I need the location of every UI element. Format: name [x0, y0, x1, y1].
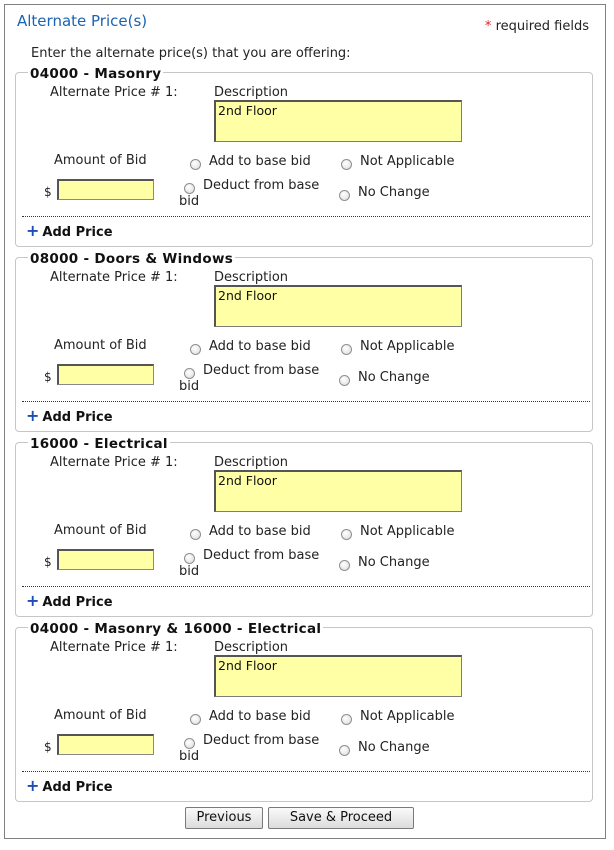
plus-icon: +	[26, 776, 40, 795]
not-applicable-radio[interactable]	[341, 714, 352, 725]
no-change-radio[interactable]	[339, 190, 350, 201]
not-applicable-label: Not Applicable	[360, 339, 455, 354]
section-title: 04000 - Masonry	[30, 66, 162, 82]
dollar-sign: $	[44, 185, 52, 199]
divider	[22, 586, 590, 587]
add-to-base-label: Add to base bid	[209, 154, 311, 169]
description-label: Description	[214, 455, 289, 470]
section-title: 16000 - Electrical	[30, 436, 168, 452]
deduct-from-base-label-cont: bid	[179, 379, 200, 394]
section-electrical	[15, 436, 593, 617]
plus-icon: +	[26, 591, 40, 610]
deduct-from-base-label-cont: bid	[179, 194, 200, 209]
add-to-base-radio[interactable]	[190, 159, 201, 170]
deduct-from-base-label-cont: bid	[179, 564, 200, 579]
deduct-from-base-radio[interactable]	[184, 183, 195, 194]
deduct-from-base-label: Deduct from base	[203, 733, 320, 748]
section-title: 04000 - Masonry & 16000 - Electrical	[30, 621, 322, 637]
amount-input[interactable]	[57, 364, 154, 385]
section-doors-windows	[15, 251, 593, 432]
divider	[22, 401, 590, 402]
amount-input[interactable]	[57, 734, 154, 755]
not-applicable-radio[interactable]	[341, 159, 352, 170]
add-price-label: Add Price	[42, 410, 113, 425]
add-price-button[interactable]	[26, 221, 113, 240]
no-change-radio[interactable]	[339, 375, 350, 386]
add-to-base-label: Add to base bid	[209, 709, 311, 724]
add-price-label: Add Price	[42, 595, 113, 610]
not-applicable-label: Not Applicable	[360, 709, 455, 724]
not-applicable-radio[interactable]	[341, 529, 352, 540]
add-price-button[interactable]	[26, 591, 113, 610]
deduct-from-base-label: Deduct from base	[203, 178, 320, 193]
not-applicable-label: Not Applicable	[360, 154, 455, 169]
description-label: Description	[214, 270, 289, 285]
dollar-sign: $	[44, 740, 52, 754]
description-field[interactable]: 2nd Floor	[214, 100, 462, 142]
alternate-price-panel	[4, 4, 606, 839]
no-change-label: No Change	[358, 185, 430, 200]
instruction-text: Enter the alternate price(s) that you are offering:	[31, 46, 351, 61]
add-price-button[interactable]	[26, 776, 113, 795]
divider	[22, 216, 590, 217]
alternate-price-label: Alternate Price # 1:	[50, 270, 178, 285]
no-change-radio[interactable]	[339, 560, 350, 571]
required-fields-note	[485, 19, 589, 34]
not-applicable-label: Not Applicable	[360, 524, 455, 539]
section-masonry	[15, 66, 593, 247]
alternate-price-label: Alternate Price # 1:	[50, 85, 178, 100]
deduct-from-base-radio[interactable]	[184, 553, 195, 564]
dollar-sign: $	[44, 555, 52, 569]
alternate-price-label: Alternate Price # 1:	[50, 640, 178, 655]
description-field[interactable]: 2nd Floor	[214, 285, 462, 327]
add-to-base-radio[interactable]	[190, 714, 201, 725]
required-text: required fields	[495, 19, 589, 34]
not-applicable-radio[interactable]	[341, 344, 352, 355]
panel-title: Alternate Price(s)	[17, 12, 148, 30]
section-masonry-electrical	[15, 621, 593, 802]
amount-of-bid-label: Amount of Bid	[54, 523, 147, 538]
previous-button[interactable]: Previous	[185, 807, 263, 829]
add-price-button[interactable]	[26, 406, 113, 425]
add-to-base-radio[interactable]	[190, 344, 201, 355]
description-label: Description	[214, 640, 289, 655]
save-proceed-button[interactable]: Save & Proceed	[268, 807, 414, 829]
add-to-base-radio[interactable]	[190, 529, 201, 540]
add-price-label: Add Price	[42, 780, 113, 795]
add-to-base-label: Add to base bid	[209, 524, 311, 539]
description-label: Description	[214, 85, 289, 100]
amount-of-bid-label: Amount of Bid	[54, 153, 147, 168]
description-field[interactable]: 2nd Floor	[214, 655, 462, 697]
add-to-base-label: Add to base bid	[209, 339, 311, 354]
divider	[22, 771, 590, 772]
deduct-from-base-radio[interactable]	[184, 368, 195, 379]
deduct-from-base-label: Deduct from base	[203, 363, 320, 378]
deduct-from-base-label-cont: bid	[179, 749, 200, 764]
section-title: 08000 - Doors & Windows	[30, 251, 234, 267]
deduct-from-base-label: Deduct from base	[203, 548, 320, 563]
required-star: *	[484, 19, 492, 34]
no-change-label: No Change	[358, 555, 430, 570]
amount-of-bid-label: Amount of Bid	[54, 708, 147, 723]
amount-of-bid-label: Amount of Bid	[54, 338, 147, 353]
alternate-price-label: Alternate Price # 1:	[50, 455, 178, 470]
amount-input[interactable]	[57, 179, 154, 200]
plus-icon: +	[26, 406, 40, 425]
no-change-label: No Change	[358, 370, 430, 385]
dollar-sign: $	[44, 370, 52, 384]
deduct-from-base-radio[interactable]	[184, 738, 195, 749]
no-change-radio[interactable]	[339, 745, 350, 756]
description-field[interactable]: 2nd Floor	[214, 470, 462, 512]
amount-input[interactable]	[57, 549, 154, 570]
no-change-label: No Change	[358, 740, 430, 755]
add-price-label: Add Price	[42, 225, 113, 240]
plus-icon: +	[26, 221, 40, 240]
